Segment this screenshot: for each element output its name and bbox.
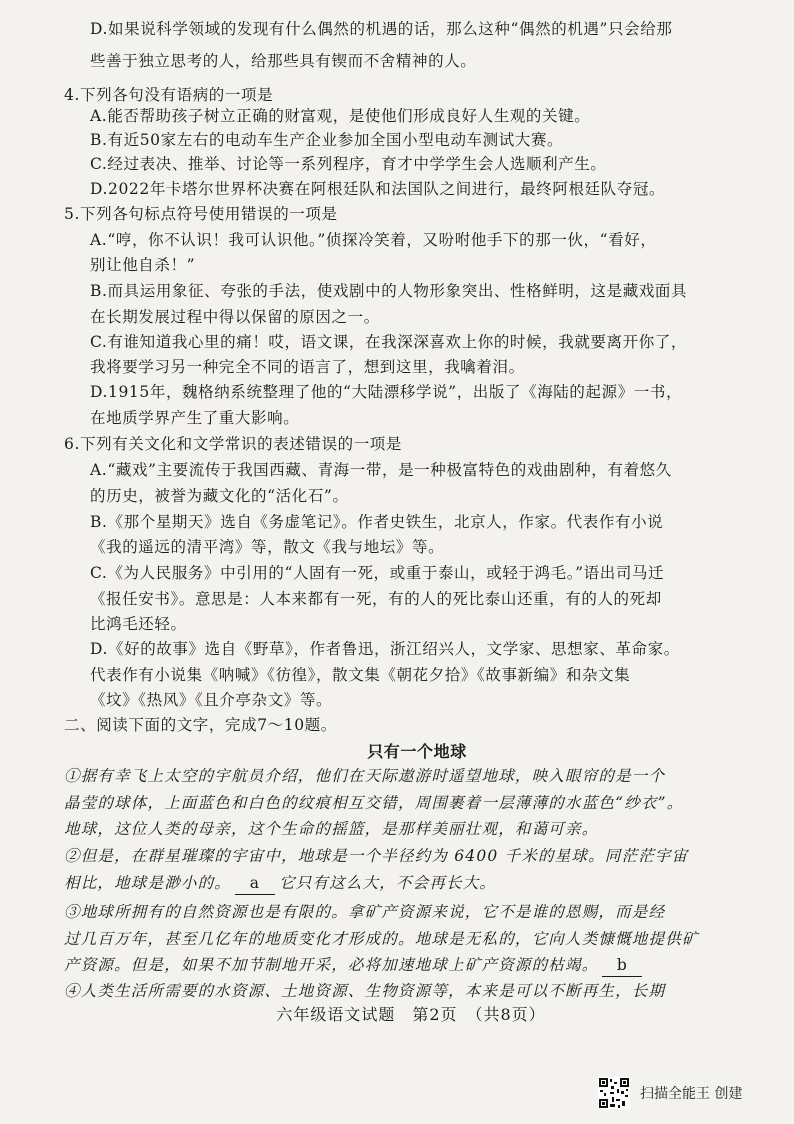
text-line: 我将要学习另一种完全不同的语言了，想到这里，我噙着泪。 xyxy=(90,358,525,376)
scanner-watermark: 扫描全能王 创建 xyxy=(640,1086,743,1102)
text-line: B.而具运用象征、夸张的手法，使戏剧中的人物形象突出、性格鲜明，这是藏戏面具 xyxy=(90,282,688,300)
text-line: D.1915年，魏格纳系统整理了他的“大陆漂移学说”，出版了《海陆的起源》一书， xyxy=(90,383,683,401)
article-paragraph-line xyxy=(64,792,683,814)
text-line: A.“藏戏”主要流传于我国西藏、青海一带，是一种极富特色的戏曲剧种，有着悠久 xyxy=(90,461,672,479)
paragraph-text: 相比，地球是渺小的。 xyxy=(64,874,232,892)
text-line: 代表作有小说集《呐喊》《彷徨》，散文集《朝花夕拾》《故事新编》和杂文集 xyxy=(90,666,631,684)
text-line: 5.下列各句标点符号使用错误的一项是 xyxy=(64,205,338,223)
text-line: D.如果说科学领域的发现有什么偶然的机遇的话，那么这种“偶然的机遇”只会给那 xyxy=(90,20,673,38)
article-paragraph-line xyxy=(64,901,665,923)
paragraph-text-after: 它只有这么大，不会再长大。 xyxy=(279,874,497,892)
text-line: C.有谁知道我心里的痛！哎，语文课，在我深深喜欢上你的时候，我就要离开你了， xyxy=(90,333,688,351)
text-line: C.经过表决、推举、讨论等一系列程序，育才中学学生会人选顺利产生。 xyxy=(90,155,607,173)
text-line: 别让他自杀！” xyxy=(90,256,196,274)
article-paragraph-line xyxy=(64,954,646,977)
paragraph-text: 过几百万年，甚至几亿年的地质变化才形成的。地球是无私的，它向人类慷慨地提供矿 xyxy=(64,930,699,948)
paragraph-text: 产资源。但是，如果不加节制地开采，必将加速地球上矿产资源的枯竭。 xyxy=(64,956,599,974)
article-paragraph-line xyxy=(64,928,699,950)
text-line: B.《那个星期天》选自《务虚笔记》。作者史铁生，北京人，作家。代表作有小说 xyxy=(90,513,664,531)
text-line: 4.下列各句没有语病的一项是 xyxy=(64,86,274,104)
paragraph-text: ②但是，在群星璀璨的宇宙中，地球是一个半径约为 6400 千米的星球。同茫茫宇宙 xyxy=(64,847,689,865)
text-line: C.《为人民服务》中引用的“人固有一死，或重于泰山，或轻于鸿毛。”语出司马迁 xyxy=(90,564,665,582)
text-line: 《我的遥远的清平湾》等，散文《我与地坛》等。 xyxy=(90,538,445,556)
paragraph-text: 晶莹的球体，上面蓝色和白色的纹痕相互交错，周围裹着一层薄薄的水蓝色“纱衣”。 xyxy=(64,794,684,812)
text-line: 《坟》《热风》《且介亭杂文》等。 xyxy=(90,691,333,709)
paragraph-text: ③地球所拥有的自然资源也是有限的。拿矿产资源来说，它不是谁的恩赐，而是经 xyxy=(64,903,666,921)
text-line: 比鸿毛还轻。 xyxy=(90,615,187,633)
text-line: A.“哼，你不认识！我可认识他。”侦探冷笑着，又吩咐他手下的那一伙，“看好， xyxy=(90,231,657,249)
text-line: 二、阅读下面的文字，完成7～10题。 xyxy=(64,716,337,734)
article-paragraph-line xyxy=(64,872,496,895)
text-line: 些善于独立思考的人，给那些具有锲而不舍精神的人。 xyxy=(90,52,477,70)
text-line: B.有近50家左右的电动车生产企业参加全国小型电动车测试大赛。 xyxy=(90,131,564,149)
qr-code-icon xyxy=(598,1077,630,1109)
article-title: 只有一个地球 xyxy=(367,742,467,761)
text-line: 《报任安书》。意思是：人本来都有一死，有的人的死比泰山还重，有的人的死却 xyxy=(90,590,662,608)
text-line: D.2022年卡塔尔世界杯决赛在阿根廷队和法国队之间进行，最终阿根廷队夺冠。 xyxy=(90,180,666,198)
text-line: D.《好的故事》选自《野草》，作者鲁迅，浙江绍兴人，文学家、思想家、革命家。 xyxy=(90,640,680,658)
paragraph-text: ①据有幸飞上太空的宇航员介绍，他们在天际遨游时遥望地球，映入眼帘的是一个 xyxy=(64,767,666,785)
article-paragraph-line xyxy=(64,980,665,1002)
fill-blank-a: a xyxy=(235,872,275,895)
article-paragraph-line xyxy=(64,765,665,787)
text-line: 在地质学界产生了重大影响。 xyxy=(90,409,300,427)
paragraph-text: 地球，这位人类的母亲，这个生命的摇篮，是那样美丽壮观，和蔼可亲。 xyxy=(64,820,599,838)
text-line: 6.下列有关文化和文学常识的表述错误的一项是 xyxy=(64,435,402,453)
text-line: 的历史，被誉为藏文化的“活化石”。 xyxy=(90,487,349,505)
text-line: A.能否帮助孩子树立正确的财富观，是使他们形成良好人生观的关键。 xyxy=(90,107,591,125)
paragraph-text: ④人类生活所需要的水资源、土地资源、生物资源等，本来是可以不断再生，长期 xyxy=(64,982,666,1000)
page-footer: 六年级语文试题 第2页 （共8页） xyxy=(276,1005,546,1024)
fill-blank-b: b xyxy=(602,954,642,977)
article-paragraph-line xyxy=(64,818,598,840)
article-paragraph-line xyxy=(64,845,688,867)
text-line: 在长期发展过程中得以保留的原因之一。 xyxy=(90,308,380,326)
